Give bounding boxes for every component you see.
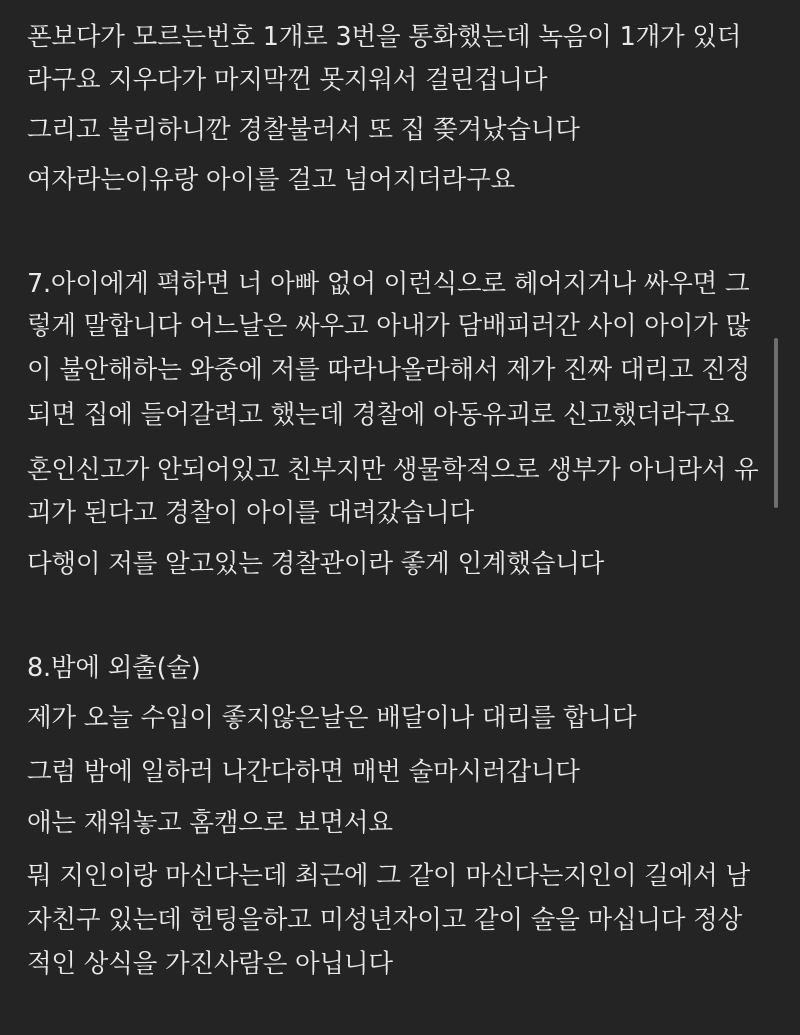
text-line: 여자라는이유랑 아이를 걸고 넘어지더라구요 xyxy=(27,165,515,195)
text-line: 괴가 된다고 경찰이 아이를 대려갔습니다 xyxy=(27,498,474,528)
text-line: 되면 집에 들어갈려고 했는데 경찰에 아동유괴로 신고했더라구요 xyxy=(27,400,735,430)
text-line: 제가 오늘 수입이 좋지않은날은 배달이나 대리를 합니다 xyxy=(27,703,637,733)
text-line: 뭐 지인이랑 마신다는데 최근에 그 같이 마신다는지인이 길에서 남 xyxy=(27,861,750,891)
text-line: 렇게 말합니다 어느날은 싸우고 아내가 담배피러간 사이 아이가 많 xyxy=(27,311,750,341)
text-line: 7.아이에게 펵하면 너 아빠 없어 이런식으로 헤어지거나 싸우면 그 xyxy=(27,269,750,299)
text-line: 8.밤에 외출(술) xyxy=(27,653,201,683)
text-line: 자친구 있는데 헌팅을하고 미성년자이고 같이 술을 마십니다 정상 xyxy=(27,905,743,935)
text-line: 애는 재워놓고 홈캠으로 보면서요 xyxy=(27,808,393,838)
text-line: 라구요 지우다가 마지막껀 못지워서 걸린겁니다 xyxy=(27,65,548,95)
text-line: 그럼 밤에 일하러 나간다하면 매번 술마시러갑니다 xyxy=(27,757,580,787)
text-line: 이 불안해하는 와중에 저를 따라나올라해서 제가 진짜 대리고 진정 xyxy=(27,355,750,385)
text-line: 다행이 저를 알고있는 경찰관이라 좋게 인계했습니다 xyxy=(27,549,605,579)
text-line: 폰보다가 모르는번호 1개로 3번을 통화했는데 녹음이 1개가 있더 xyxy=(27,22,742,52)
text-line: 혼인신고가 안되어있고 친부지만 생물학적으로 생부가 아니라서 유 xyxy=(27,455,759,485)
scrollbar-thumb[interactable] xyxy=(774,338,778,508)
text-line: 적인 상식을 가진사람은 아닙니다 xyxy=(27,949,393,979)
text-line: 그리고 불리하니깐 경찰불러서 또 집 쫒겨났습니다 xyxy=(27,115,580,145)
